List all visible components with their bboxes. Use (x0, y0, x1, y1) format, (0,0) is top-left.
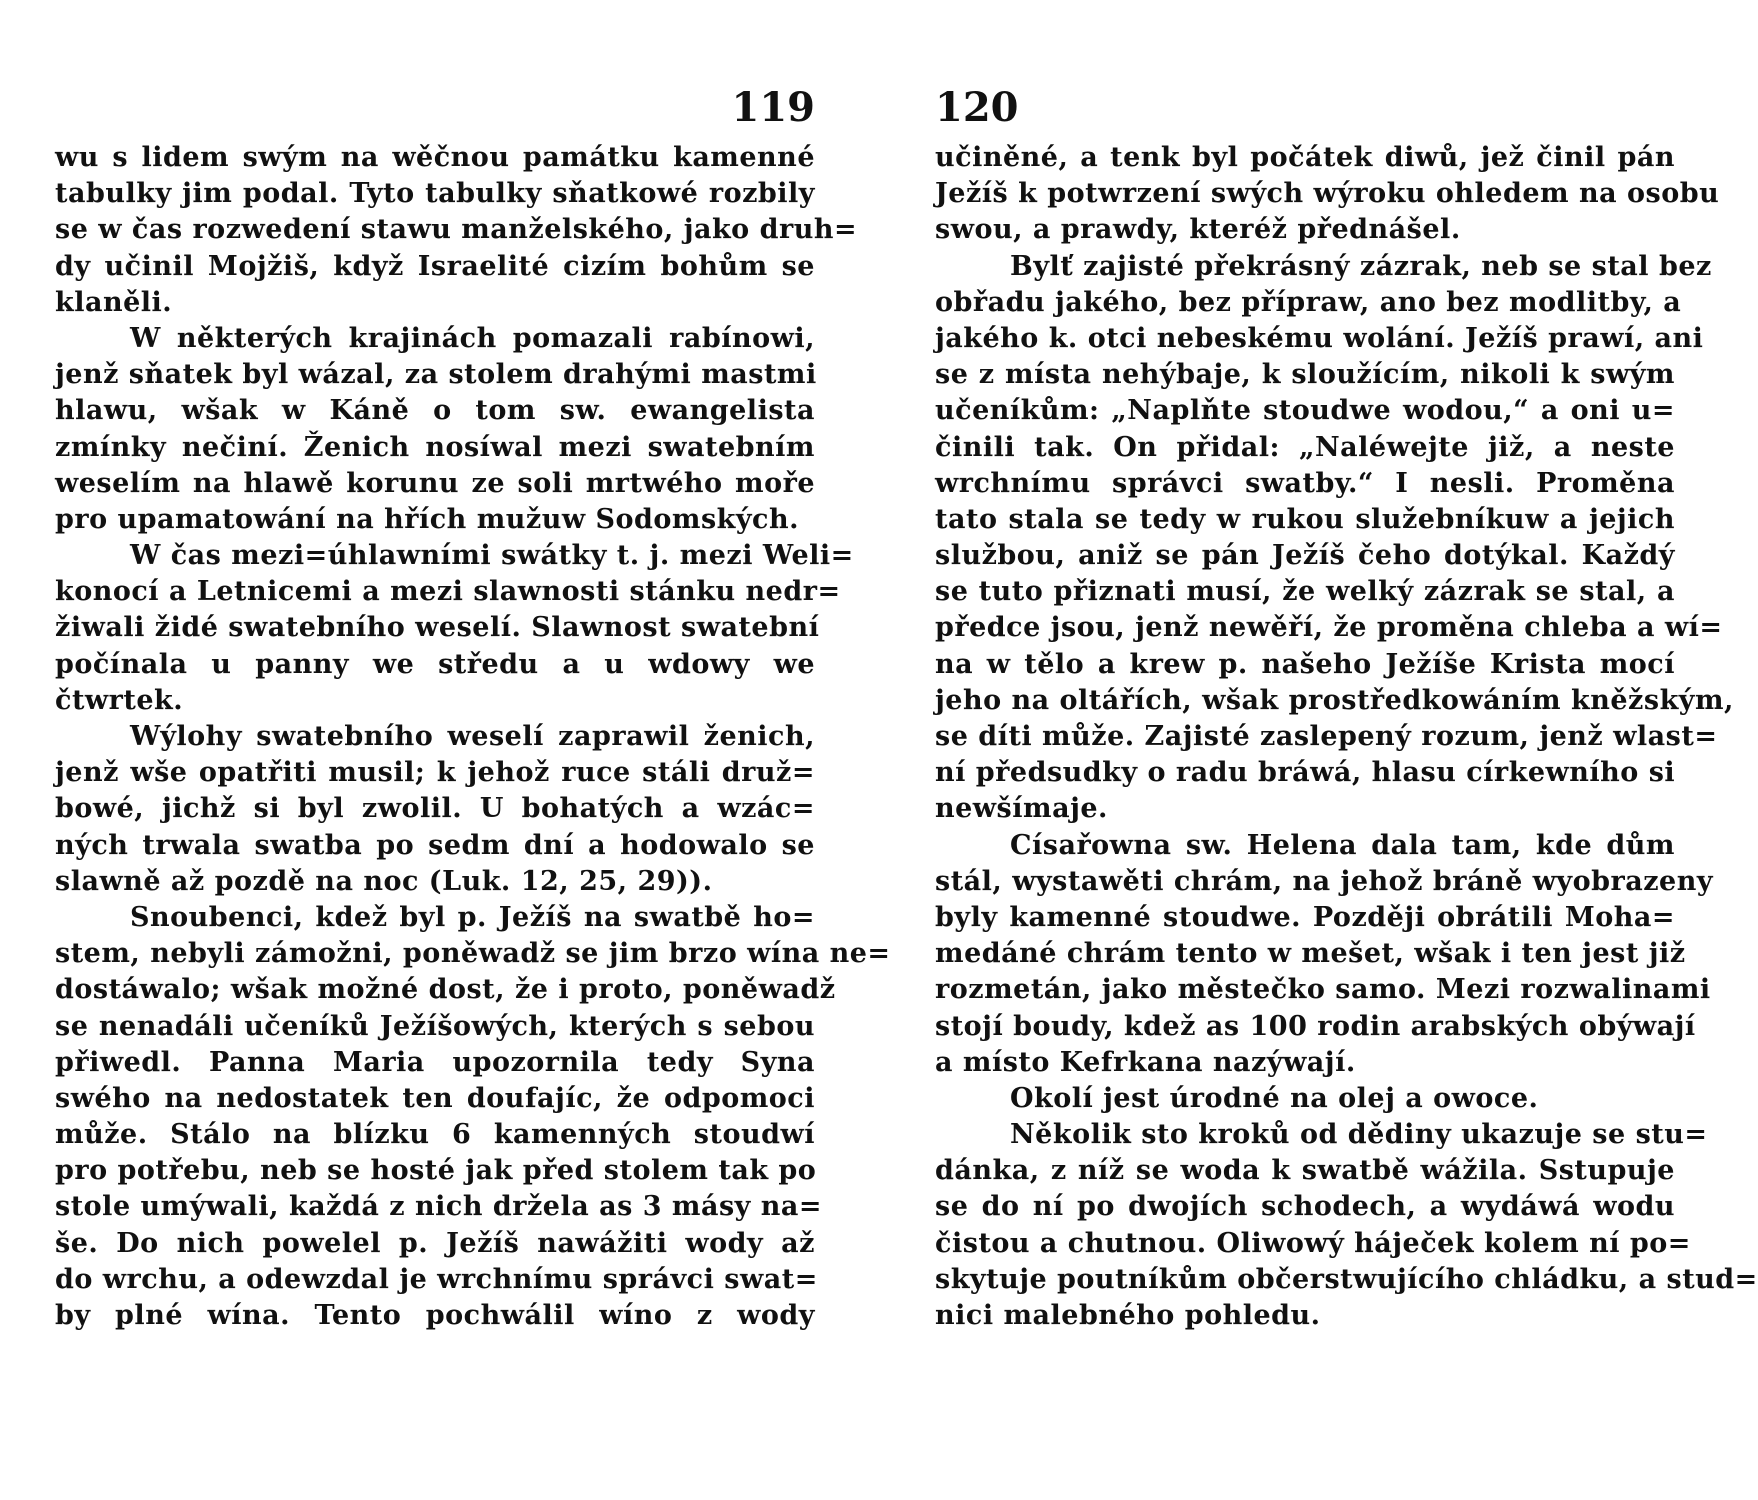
text-line: swou, a prawdy, kteréž přednášel. (935, 214, 1461, 246)
text-line: učeníkům: „Naplňte stoudwe wodou,“ a oni u= (935, 395, 1675, 427)
text-line: Snoubenci, kdež byl p. Ježíš na swatbě ho= (130, 901, 815, 933)
text-line: činili tak. On přidal: „Naléwejte již, a neste (935, 431, 1675, 463)
text-line: čistou a chutnou. Oliwowý háječek kolem ní po= (935, 1227, 1691, 1259)
text-line: byly kamenné stoudwe. Později obrátili Moha= (935, 901, 1675, 933)
text-line: přiwedl. Panna Maria upozornila tedy Syna (55, 1046, 815, 1078)
text-line: se do ní po dwojích schodech, a wydáwá wodu (935, 1191, 1675, 1223)
text-line: tabulky jim podal. Tyto tabulky sňatkowé rozbily (55, 178, 815, 210)
text-line: dánka, z níž se woda k swatbě wážila. Sstupuje (935, 1155, 1675, 1187)
text-line: Okolí jest úrodné na olej a owoce. (1010, 1082, 1539, 1114)
text-line: tato stala se tedy w rukou služebníkuw a jejich (935, 503, 1675, 535)
text-line: se z místa nehýbaje, k sloužícím, nikoli k swým (935, 359, 1675, 391)
text-line: stole umýwali, každá z nich držela as 3 másy na= (55, 1191, 823, 1223)
text-line: klaněli. (55, 286, 173, 318)
text-line: newšímaje. (935, 793, 1108, 825)
text-line: jakého k. otci nebeskému wolání. Ježíš prawí, ani (935, 322, 1704, 354)
text-line: ných trwala swatba po sedm dní a hodowalo se (55, 829, 815, 861)
left-page (55, 84, 891, 1334)
text-line: konocí a Letnicemi a mezi slawnosti stánku nedr= (55, 576, 841, 608)
text-line: W čas mezi=úhlawními swátky t. j. mezi Weli= (130, 540, 854, 572)
text-line: stál, wystawěti chrám, na jehož bráně wyobrazeny (935, 865, 1714, 897)
text-line: čtwrtek. (55, 684, 184, 716)
text-line: jenž wše opatřiti musil; k jehož ruce stáli druž= (55, 757, 815, 789)
text-line: Bylť zajisté překrásný zázrak, neb se stal bez (1010, 250, 1712, 282)
text-line: se tuto přiznati musí, že welký zázrak se stal, a (935, 576, 1675, 608)
text-line: weselím na hlawě korunu ze soli mrtwého moře (55, 467, 815, 499)
text-line: nici malebného pohledu. (935, 1300, 1321, 1331)
page-text (935, 140, 1758, 1334)
text-line: obřadu jakého, bez přípraw, ano bez modlitby, a (935, 286, 1682, 318)
text-line: wrchnímu správci swatby.“ I nesli. Proměna (935, 467, 1675, 499)
text-line: stojí boudy, kdež as 100 rodin arabských obýwají (935, 1010, 1696, 1042)
text-line: zmínky nečiní. Ženich nosíwal mezi swatebním (55, 431, 815, 463)
text-line: předce jsou, jenž newěří, že proměna chleba a wí= (935, 612, 1723, 644)
text-line: pro upamatowání na hřích mužuw Sodomských. (55, 503, 800, 535)
text-line: bowé, jichž si byl zwolil. U bohatých a wzác= (55, 793, 815, 825)
page-number: 119 (731, 84, 815, 131)
text-line: a místo Kefrkana nazýwají. (935, 1046, 1356, 1078)
text-line: še. Do nich powelel p. Ježíš nawážiti wody až (55, 1227, 815, 1259)
text-line: Císařowna sw. Helena dala tam, kde dům (1010, 829, 1675, 861)
text-line: může. Stálo na blízku 6 kamenných stoudwí (55, 1119, 815, 1151)
text-line: dy učinil Mojžiš, když Israelité cizím bohům se (55, 250, 815, 282)
text-line: učiněné, a tenk byl počátek diwů, jež činil pán (935, 142, 1675, 173)
text-line: medáné chrám tento w mešet, wšak i ten jest již (935, 938, 1686, 970)
text-line: jenž sňatek byl wázal, za stolem drahými mastmi (55, 359, 817, 391)
text-line: ní předsudky o radu bráwá, hlasu církewního si (935, 757, 1676, 789)
text-line: jeho na oltářích, wšak prostředkowáním kněžským, (935, 684, 1734, 716)
text-line: wu s lidem swým na wěčnou památku kamenné (55, 142, 815, 173)
text-line: na w tělo a krew p. našeho Ježíše Krista mocí (935, 648, 1675, 680)
text-line: do wrchu, a odewzdal je wrchnímu správci swat= (55, 1263, 818, 1295)
page-text (55, 140, 891, 1334)
text-line: skytuje poutníkům občerstwujícího chládku, a stud= (935, 1263, 1758, 1295)
text-line: Wýlohy swatebního weselí zaprawil ženich, (130, 721, 815, 752)
text-line: Ježíš k potwrzení swých wýroku ohledem na osobu (935, 178, 1720, 210)
text-line: stem, nebyli zámožni, poněwadž se jim brzo wína ne= (55, 938, 891, 970)
text-line: se w čas rozwedení stawu manželského, jako druh= (55, 214, 858, 246)
text-line: rozmetán, jako městečko samo. Mezi rozwalinami (935, 974, 1711, 1006)
text-line: by plné wína. Tento pochwálil wíno z wody (55, 1300, 815, 1331)
text-line: se nenadáli učeníků Ježíšowých, kterých s sebou (55, 1010, 815, 1042)
right-page (935, 84, 1758, 1334)
text-line: Několik sto kroků od dědiny ukazuje se stu= (1010, 1119, 1708, 1151)
text-line: se díti může. Zajisté zaslepený rozum, jenž wlast= (935, 721, 1718, 752)
text-line: swého na nedostatek ten doufajíc, že odpomoci (55, 1082, 815, 1114)
text-line: slawně až pozdě na noc (Luk. 12, 25, 29)). (55, 865, 713, 897)
text-line: službou, aniž se pán Ježíš čeho dotýkal. Každý (935, 540, 1675, 572)
text-line: dostáwalo; wšak možné dost, že i proto, poněwadž (55, 974, 836, 1006)
page-number: 120 (935, 84, 1019, 131)
text-line: hlawu, wšak w Káně o tom sw. ewangelista (55, 395, 815, 427)
text-line: pro potřebu, neb se hosté jak před stolem tak po (55, 1155, 817, 1187)
text-line: W některých krajinách pomazali rabínowi, (130, 322, 815, 354)
text-line: počínala u panny we středu a u wdowy we (55, 648, 815, 680)
text-line: žiwali židé swatebního weselí. Slawnost swatební (55, 612, 820, 644)
